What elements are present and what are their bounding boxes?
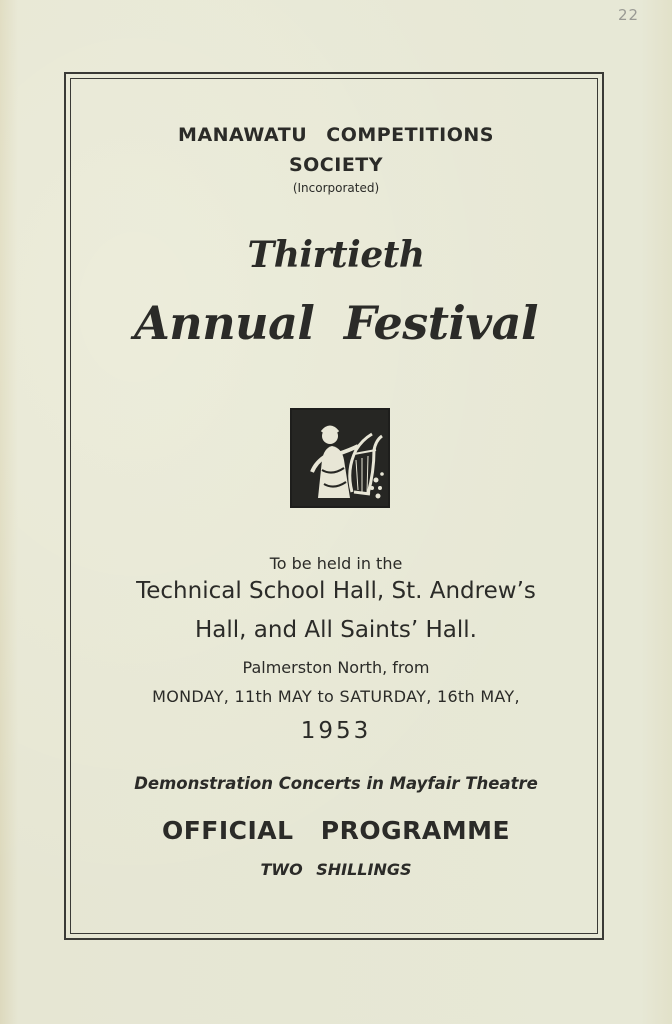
festival-title: Annual Festival bbox=[134, 296, 538, 350]
festival-year: 1953 bbox=[300, 718, 372, 744]
society-name-line1: MANAWATU COMPETITIONS bbox=[178, 124, 494, 146]
programme-title: OFFICIAL PROGRAMME bbox=[161, 816, 511, 845]
society-name-line2: SOCIETY bbox=[288, 154, 384, 176]
incorporated-label: (Incorporated) bbox=[292, 181, 380, 195]
held-intro: To be held in the bbox=[269, 554, 403, 573]
festival-dates: MONDAY, 11th MAY to SATURDAY, 16th MAY, bbox=[152, 687, 520, 706]
concerts-note: Demonstration Concerts in Mayfair Theatre bbox=[134, 774, 538, 793]
lyre-muse-emblem-icon bbox=[290, 408, 390, 508]
venue-line1: Technical School Hall, St. Andrew’s bbox=[136, 578, 536, 604]
venue-city: Palmerston North, from bbox=[242, 658, 430, 677]
venue-line2: Hall, and All Saints’ Hall. bbox=[195, 617, 477, 643]
border-frame bbox=[64, 72, 604, 940]
corner-pencil-note: 22 bbox=[618, 6, 640, 24]
programme-price: TWO SHILLINGS bbox=[260, 860, 412, 879]
festival-ordinal: Thirtieth bbox=[247, 234, 425, 276]
